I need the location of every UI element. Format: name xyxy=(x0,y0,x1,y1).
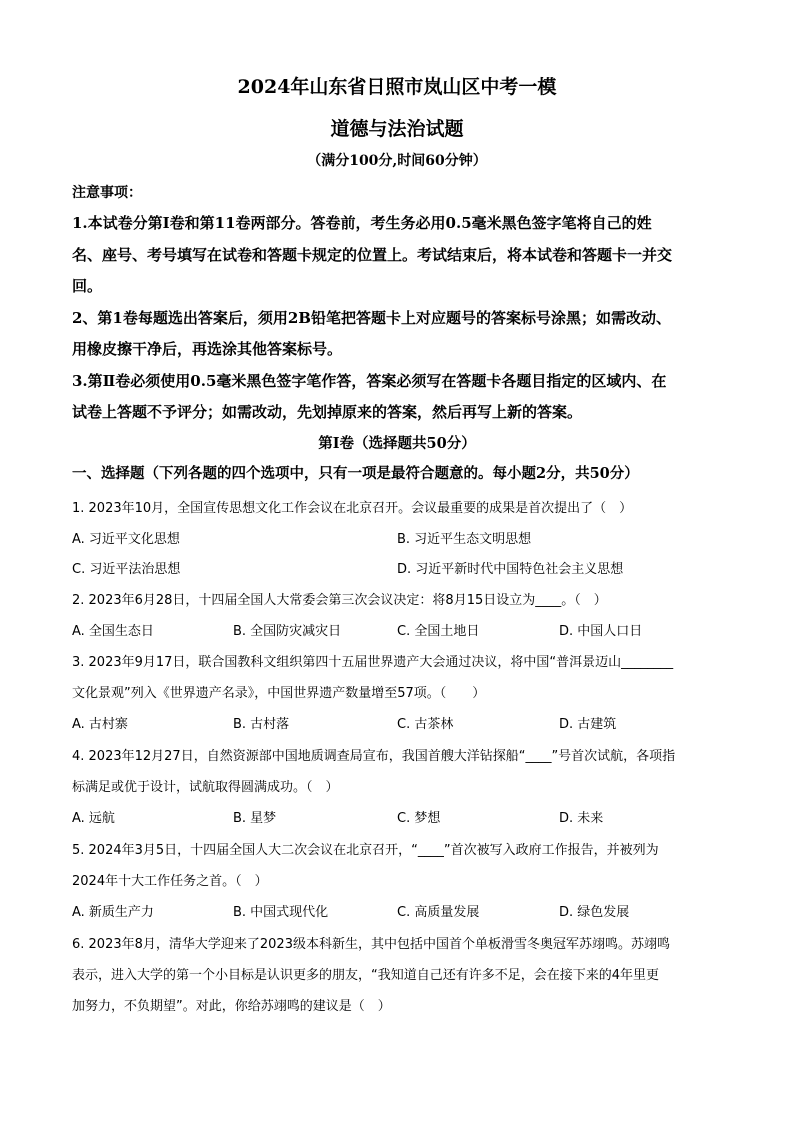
question-1-option-b[interactable]: B. 习近平生态文明思想 xyxy=(397,532,532,547)
notice-heading: 注意事项： xyxy=(72,185,142,201)
question-2-option-d[interactable]: D. 中国人口日 xyxy=(559,624,643,639)
question-1-option-c[interactable]: C. 习近平法治思想 xyxy=(72,562,181,577)
question-4-stem: 标满足或优于设计，试航取得圆满成功。（ ） xyxy=(72,780,339,795)
notice-line: 2、第1卷每题选出答案后，须用2B铅笔把答题卡上对应题号的答案标号涂黑；如需改动、 xyxy=(72,309,671,327)
question-6-stem: 表示，进入大学的第一个小目标是认识更多的朋友，“我知道自己还有许多不足，会在接下来的4年里更 xyxy=(72,968,660,983)
question-2-option-a[interactable]: A. 全国生态日 xyxy=(72,624,154,639)
notice-line: 用橡皮擦干净后，再选涂其他答案标号。 xyxy=(72,340,343,358)
question-4-option-a[interactable]: A. 远航 xyxy=(72,811,115,826)
question-2-stem: 2. 2023年6月28日，十四届全国人大常委会第三次会议决定：将8月15日设立为____。（ ） xyxy=(72,593,607,608)
question-3-stem: 文化景观”列入《世界遗产名录》，中国世界遗产数量增至57项。（ ） xyxy=(72,686,486,701)
question-5-option-d[interactable]: D. 绿色发展 xyxy=(559,905,630,920)
notice-line: 3.第Ⅱ卷必须使用0.5毫米黑色签字笔作答，答案必须写在答题卡各题目指定的区域内、在 xyxy=(72,372,667,390)
question-3-option-c[interactable]: C. 古茶林 xyxy=(397,717,454,732)
question-3-option-d[interactable]: D. 古建筑 xyxy=(559,717,617,732)
question-2-option-b[interactable]: B. 全国防灾减灾日 xyxy=(233,624,342,639)
question-5-stem: 2024年十大工作任务之首。（ ） xyxy=(72,874,268,889)
exam-title: 2024年山东省日照市岚山区中考一模 xyxy=(237,76,557,98)
question-4-option-c[interactable]: C. 梦想 xyxy=(397,811,441,826)
question-6-stem: 加努力，不负期望”。对此，你给苏翊鸣的建议是（ ） xyxy=(72,999,391,1014)
question-5-option-b[interactable]: B. 中国式现代化 xyxy=(233,905,329,920)
question-4-option-b[interactable]: B. 星梦 xyxy=(233,811,277,826)
notice-line: 1.本试卷分第Ⅰ卷和第11卷两部分。答卷前，考生务必用0.5毫米黑色签字笔将自己的姓 xyxy=(72,214,652,232)
question-1-option-d[interactable]: D. 习近平新时代中国特色社会主义思想 xyxy=(397,562,624,577)
question-5-option-a[interactable]: A. 新质生产力 xyxy=(72,905,154,920)
question-5-stem: 5. 2024年3月5日，十四届全国人大二次会议在北京召开，“____”首次被写入政府工作报告，并被列为 xyxy=(72,843,659,858)
question-4-option-d[interactable]: D. 未来 xyxy=(559,811,604,826)
section-title: 第Ⅰ卷（选择题共50分） xyxy=(318,435,476,452)
exam-subtitle: 道德与法治试题 xyxy=(330,118,464,140)
score-time-note: （满分100分,时间60分钟） xyxy=(307,153,487,169)
notice-line: 试卷上答题不予评分；如需改动，先划掉原来的答案，然后再写上新的答案。 xyxy=(72,403,583,421)
part-heading: 一、选择题（下列各题的四个选项中，只有一项是最符合题意的。每小题2分，共50分） xyxy=(72,465,639,482)
question-1-stem: 1. 2023年10月，全国宣传思想文化工作会议在北京召开。会议最重要的成果是首次提出了（ ） xyxy=(72,501,633,516)
question-3-stem: 3. 2023年9月17日，联合国教科文组织第四十五届世界遗产大会通过决议，将中国“普洱景迈山________ xyxy=(72,655,674,670)
question-3-option-b[interactable]: B. 古村落 xyxy=(233,717,290,732)
question-6-stem: 6. 2023年8月，清华大学迎来了2023级本科新生，其中包括中国首个单板滑雪冬奥冠军苏翊鸣。苏翊鸣 xyxy=(72,937,670,952)
notice-line: 回。 xyxy=(72,277,103,295)
question-3-option-a[interactable]: A. 古村寨 xyxy=(72,717,128,732)
question-5-option-c[interactable]: C. 高质量发展 xyxy=(397,905,480,920)
question-4-stem: 4. 2023年12月27日，自然资源部中国地质调查局宣布，我国首艘大洋钻探船“____”号首次试航，各项指 xyxy=(72,749,676,764)
question-1-option-a[interactable]: A. 习近平文化思想 xyxy=(72,532,180,547)
question-2-option-c[interactable]: C. 全国土地日 xyxy=(397,624,480,639)
notice-line: 名、座号、考号填写在试卷和答题卡规定的位置上。考试结束后，将本试卷和答题卡一并交 xyxy=(72,246,673,264)
